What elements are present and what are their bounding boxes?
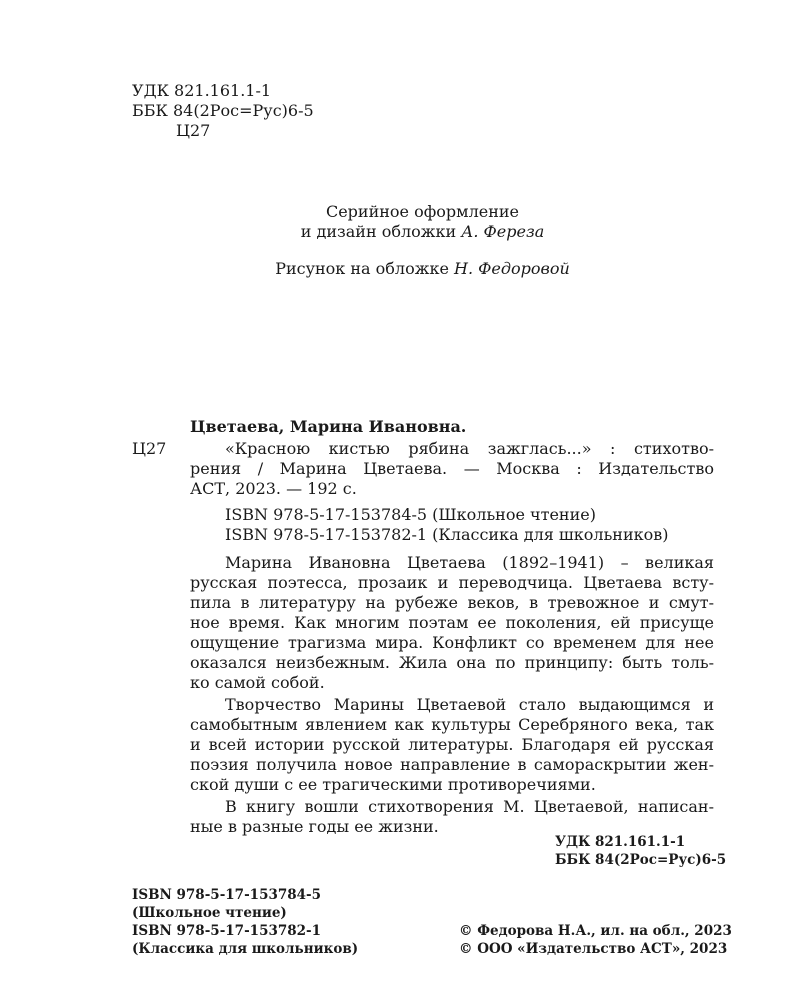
bib-line-1: «Красною кистью рябина зажглась...» : стихотво- [225, 439, 714, 458]
annotation-p1-line: пила в литературу на рубеже веков, в тревожное и смут- [190, 593, 714, 612]
bottom-isbn-1-series: (Школьное чтение) [132, 905, 287, 921]
bottom-udk-code: УДК 821.161.1-1 [555, 834, 686, 850]
bottom-bbk-code: ББК 84(2Рос=Рус)6-5 [555, 852, 727, 868]
copyright-illustrator: © Федорова Н.А., ил. на обл., 2023 [459, 923, 732, 939]
annotation-p3-line: В книгу вошли стихотворения М. Цветаевой, написан- [225, 797, 714, 816]
cover-drawing-prefix: Рисунок на обложке [275, 259, 449, 278]
bbk-code: ББК 84(2Рос=Рус)6-5 [132, 101, 314, 120]
bib-isbn-1: ISBN 978-5-17-153784-5 (Школьное чтение) [225, 505, 596, 524]
copyright-publisher: © ООО «Издательство АСТ», 2023 [459, 941, 728, 957]
annotation-p1-line: русская поэтесса, прозаик и переводчица. Цветаева всту- [190, 573, 714, 592]
bottom-isbn-2: ISBN 978-5-17-153782-1 [132, 923, 322, 939]
cover-drawing-credit [0, 259, 800, 279]
bottom-isbn-2-series: (Классика для школьников) [132, 941, 359, 957]
annotation-p1-line: ко самой собой. [190, 673, 325, 692]
bottom-isbn-1: ISBN 978-5-17-153784-5 [132, 887, 322, 903]
annotation-p2-line: и всей истории русской литературы. Благодаря ей русская [190, 735, 714, 754]
annotation-p2-line: ской души с ее трагическими противоречиями. [190, 775, 596, 794]
cover-artist-name: Н. Федоровой [454, 259, 570, 278]
series-design-prefix: и дизайн обложки [300, 222, 457, 241]
series-design-line1: Серийное оформление [325, 202, 520, 221]
annotation-p2-line: поэзия получила новое направление в самораскрытии жен- [190, 755, 714, 774]
annotation-p1-line: оказался неизбежным. Жила она по принципу: быть толь- [190, 653, 714, 672]
annotation-p2-line: Творчество Марины Цветаевой стало выдающимся и [225, 695, 714, 714]
udk-code: УДК 821.161.1-1 [132, 81, 272, 100]
bib-line-3: АСТ, 2023. — 192 с. [190, 479, 357, 498]
series-design-line2 [0, 222, 800, 242]
annotation-p3-line: ные в разные годы ее жизни. [190, 817, 439, 836]
series-designer-name: А. Фереза [461, 222, 545, 241]
author-mark: Ц27 [176, 121, 211, 140]
annotation-p1-line: ное время. Как многим поэтам ее поколения, ей присуще [190, 613, 714, 632]
bib-author: Цветаева, Марина Ивановна. [190, 417, 467, 436]
bib-isbn-2: ISBN 978-5-17-153782-1 (Классика для школьников) [225, 525, 669, 544]
annotation-p1-line: ощущение трагизма мира. Конфликт со временем для нее [190, 633, 714, 652]
bib-line-2: рения / Марина Цветаева. — Москва : Издательство [190, 459, 714, 478]
annotation-p2-line: самобытным явлением как культуры Серебряного века, так [190, 715, 714, 734]
bib-author-mark: Ц27 [132, 439, 167, 458]
annotation-p1-line: Марина Ивановна Цветаева (1892–1941) – великая [225, 553, 714, 572]
